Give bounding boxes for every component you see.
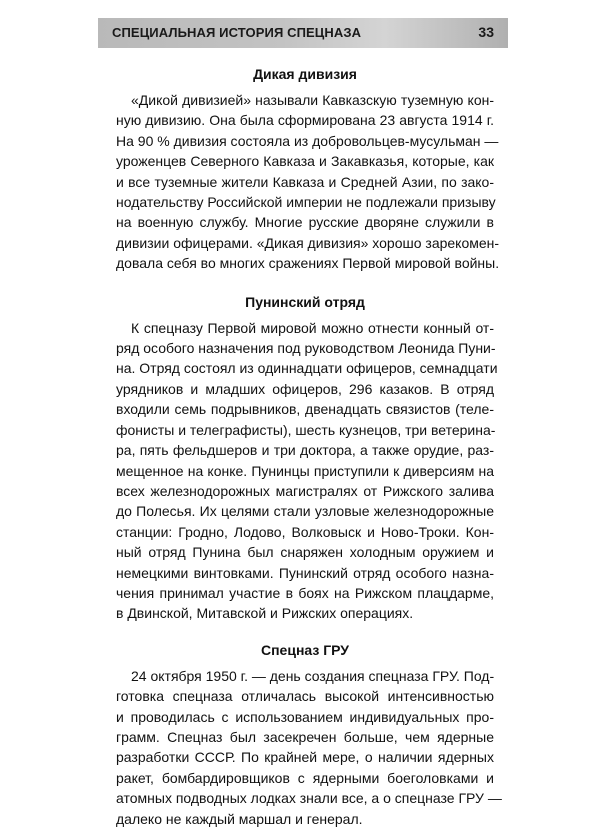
text-line: на военную службу. Многие русские дворяне служили в bbox=[116, 214, 494, 231]
section-title-dikaya-diviziya: Дикая дивизия bbox=[253, 66, 357, 82]
text-line: 24 октября 1950 г. — день создания спецназа ГРУ. Под- bbox=[131, 667, 495, 684]
text-line: грамм. Спецназ был засекречен больше, чем ядерные bbox=[116, 728, 494, 745]
text-line: и проводилась с использованием индивидуальных про- bbox=[116, 708, 494, 725]
text-line: На 90 % дивизия состояла из добровольцев-мусульман — bbox=[116, 132, 499, 149]
text-line: чения принимал участие в боях на Рижском плацдарме, bbox=[116, 584, 494, 601]
text-line: на. Отряд состоял из одиннадцати офицеров, семнадцати bbox=[116, 360, 498, 377]
text-line: до Полесья. Их целями стали узловые железнодорожные bbox=[116, 503, 494, 520]
text-line: ряд особого назначения под руководством Леонида Пуни- bbox=[116, 340, 496, 357]
text-line: ную дивизию. Она была сформирована 23 августа 1914 г. bbox=[116, 112, 494, 129]
section-title-puninsky-otryad: Пунинский отряд bbox=[245, 293, 365, 310]
section-title-spetsnaz-gru: Спецназ ГРУ bbox=[260, 641, 350, 658]
text-line: уроженцев Северного Кавказа и Закавказья, которые, как bbox=[116, 153, 494, 170]
text-line: дивизии офицерами. «Дикая дивизия» хорошо зарекомен- bbox=[116, 234, 500, 251]
text-line: ра, пять фельдшеров и три доктора, а также орудие, раз- bbox=[116, 442, 494, 459]
text-line: ный отряд Пунина был снаряжен холодным оружием и bbox=[116, 544, 494, 561]
text-line: далеко не каждый маршал и генерал. bbox=[116, 810, 363, 827]
text-line: входили семь подрывников, двенадцать связистов (теле- bbox=[116, 401, 494, 418]
text-line: немецкими винтовками. Пунинский отряд особого назна- bbox=[116, 564, 494, 581]
text-line: всех железнодорожных магистралях от Рижского залива bbox=[116, 482, 494, 499]
text-line: нодательству Российской империи не подлежали призыву bbox=[116, 194, 496, 211]
section-spacer bbox=[116, 274, 494, 292]
section-body-dikaya-diviziya bbox=[116, 90, 500, 274]
text-line: станции: Гродно, Лодово, Волковыск и Ново-Троки. Кон- bbox=[116, 523, 494, 540]
text-line: и все туземные жители Кавказа и Средней Азии, по зако- bbox=[116, 173, 494, 190]
section-body-puninsky-otryad bbox=[116, 318, 498, 624]
text-line: разработки СССР. По крайней мере, о наличии ядерных bbox=[116, 749, 494, 766]
page-content bbox=[116, 64, 502, 829]
text-line: «Дикой дивизией» называли Кавказскую туземную кон- bbox=[131, 92, 494, 108]
text-line: атомных подводных лодках знали все, а о спецназе ГРУ — bbox=[116, 790, 502, 807]
text-line: ракет, бомбардировщиков с ядерными боеголовками и bbox=[116, 769, 494, 786]
page-number: 33 bbox=[478, 24, 494, 40]
text-line: мещенное на конке. Пунинцы приступили к диверсиям на bbox=[116, 462, 494, 479]
running-header-title: СПЕЦИАЛЬНАЯ ИСТОРИЯ СПЕЦНАЗА bbox=[112, 25, 362, 40]
text-line: готовка спецназа отличалась высокой интенсивностью bbox=[116, 688, 494, 705]
text-line: фонисты и телеграфисты), шесть кузнецов, три ветерина- bbox=[116, 421, 496, 438]
text-line: К спецназу Первой мировой можно отнести конный от- bbox=[131, 319, 494, 336]
text-line: урядников и младших офицеров, 296 казаков. В отряд bbox=[116, 380, 494, 397]
text-line: в Двинской, Митавской и Рижских операциях. bbox=[116, 605, 414, 622]
section-body-spetsnaz-gru bbox=[116, 666, 502, 829]
running-header bbox=[98, 18, 508, 48]
section-spacer bbox=[116, 624, 494, 640]
text-line: довала себя во многих сражениях Первой мировой войны. bbox=[116, 255, 500, 272]
